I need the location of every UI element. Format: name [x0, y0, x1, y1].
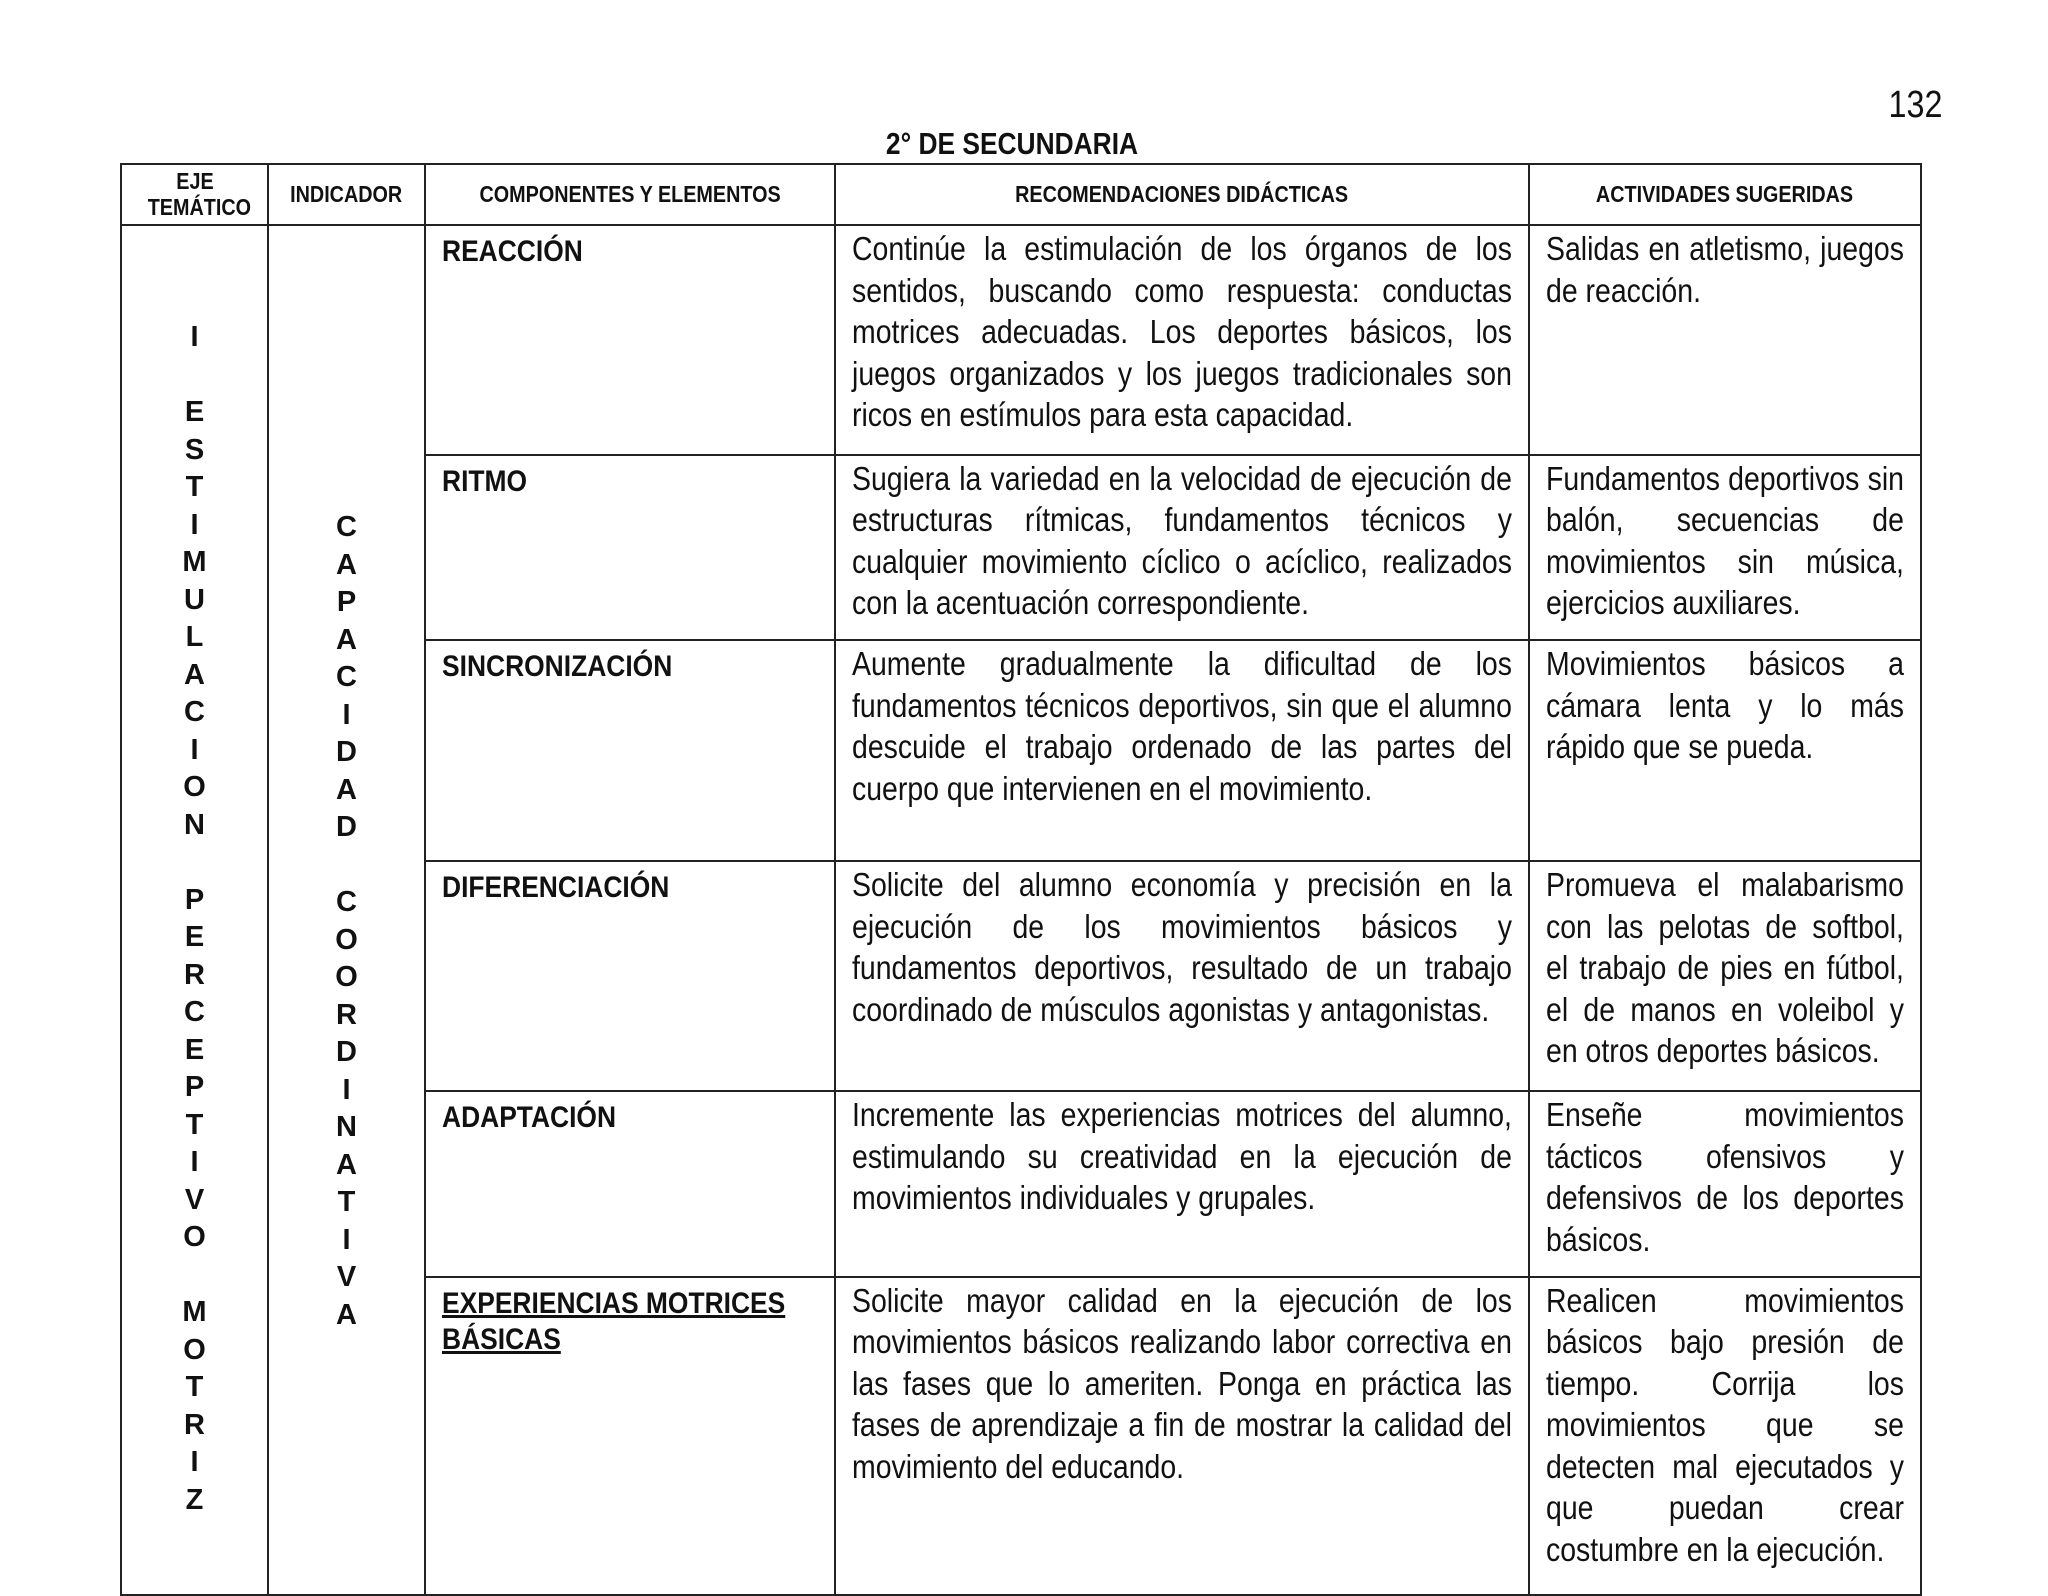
header-componentes: COMPONENTES Y ELEMENTOS: [425, 164, 835, 225]
actividad-text: Realicen movimientos básicos bajo presión de tiempo. Corrija los movimientos que se detecten mal ejecutados y que puedan crear costumbre en la ejecución.: [1546, 1281, 1904, 1568]
vertical-letter: A: [184, 658, 205, 691]
vertical-letter: [122, 844, 267, 882]
vertical-letter: T: [185, 1108, 204, 1141]
vertical-letter: C: [184, 996, 205, 1028]
actividad-cell: [1529, 861, 1921, 1091]
actividad-cell: [1529, 225, 1921, 455]
vertical-letter: M: [182, 1296, 207, 1328]
vertical-letter: P: [184, 1071, 205, 1103]
vertical-letter: R: [184, 1408, 205, 1441]
header-indicador: INDICADOR: [268, 164, 425, 225]
curriculum-table: [120, 163, 1922, 1596]
actividad-cell: [1529, 640, 1921, 861]
componente-cell: [425, 455, 835, 641]
table-header-row: [121, 164, 1921, 225]
vertical-letter: A: [336, 1148, 357, 1181]
vertical-letter: I: [190, 321, 199, 353]
indicador-cell: [268, 225, 425, 1595]
page-number: 132: [1888, 84, 1942, 126]
vertical-letter: I: [342, 1073, 351, 1106]
vertical-letter: P: [184, 883, 205, 916]
vertical-letter: U: [184, 583, 205, 616]
recomendacion-cell: [835, 455, 1529, 641]
actividad-text: Promueva el malabarismo con las pelotas de softbol, el trabajo de pies en fútbol, el de manos en voleibol y en otros deportes básicos.: [1546, 866, 1904, 1070]
vertical-letter: T: [337, 1186, 356, 1218]
vertical-letter: D: [336, 736, 357, 768]
recomendacion-text: Solicite del alumno economía y precisión en la ejecución de los movimientos básicos y fundamentos deportivos, resultado de un trabajo coordinado de músculos agonistas y antagonistas.: [852, 866, 1512, 1028]
vertical-letter: I: [190, 1446, 199, 1478]
vertical-letter: [122, 1257, 267, 1295]
vertical-letter: C: [336, 511, 357, 543]
vertical-letter: O: [183, 1333, 206, 1366]
actividad-cell: [1529, 1277, 1921, 1595]
vertical-letter: A: [336, 623, 357, 656]
vertical-letter: S: [184, 433, 205, 466]
vertical-letter: I: [342, 1223, 351, 1256]
vertical-letter: C: [184, 696, 205, 728]
vertical-letter: L: [185, 621, 204, 653]
recomendacion-cell: [835, 225, 1529, 455]
recomendacion-text: Aumente gradualmente la dificultad de los fundamentos técnicos deportivos, sin que el alumno descuide el trabajo ordenado de las partes del cuerpo que intervienen en el movimiento.: [852, 645, 1512, 807]
vertical-letter: I: [190, 508, 199, 541]
vertical-letter: O: [183, 1221, 206, 1253]
vertical-letter: O: [335, 961, 358, 993]
recomendacion-text: Sugiera la variedad en la velocidad de ejecución de estructuras rítmicas, fundamentos técnicos y cualquier movimiento cíclico o acíclico, realizados con la acentuación correspondiente.: [852, 459, 1512, 622]
vertical-letter: I: [342, 698, 351, 731]
recomendacion-text: Incremente las experiencias motrices del alumno, estimulando su creatividad en la ejecución de movimientos individuales y grupales.: [852, 1096, 1512, 1217]
vertical-letter: D: [336, 811, 357, 843]
vertical-letter: I: [190, 733, 199, 766]
vertical-letter: T: [185, 471, 204, 503]
header-recomendaciones: RECOMENDACIONES DIDÁCTICAS: [835, 164, 1529, 225]
vertical-letter: A: [336, 1298, 357, 1331]
componente-cell: [425, 225, 835, 455]
vertical-letter: N: [336, 1111, 357, 1143]
actividad-text: Salidas en atletismo, juegos de reacción.: [1546, 230, 1904, 309]
vertical-letter: P: [336, 586, 357, 618]
vertical-letter: V: [336, 1261, 357, 1293]
actividad-cell: [1529, 1091, 1921, 1277]
vertical-letter: N: [184, 808, 205, 841]
vertical-letter: E: [184, 921, 205, 953]
eje-tematico-vertical-text: [122, 319, 267, 1519]
recomendacion-cell: [835, 1091, 1529, 1277]
vertical-letter: A: [336, 773, 357, 806]
actividad-text: Movimientos básicos a cámara lenta y lo más rápido que se pueda.: [1546, 645, 1904, 766]
vertical-letter: V: [184, 1183, 205, 1216]
actividad-cell: [1529, 455, 1921, 641]
recomendacion-text: Continúe la estimulación de los órganos de los sentidos, buscando como respuesta: conductas motrices adecuadas. Los deportes básicos, los juegos organizados y los juegos tradicionales son ricos en estímulos para esta capacidad.: [852, 230, 1512, 433]
actividad-text: Fundamentos deportivos sin balón, secuencias de movimientos sin música, ejercicios auxiliares.: [1546, 459, 1904, 622]
componente-label: REACCIÓN: [442, 235, 583, 268]
recomendacion-text: Solicite mayor calidad en la ejecución de los movimientos básicos realizando labor correctiva en las fases que lo ameriten. Ponga en práctica las fases de aprendizaje a fin de mostrar la calidad del movimiento del educando.: [852, 1281, 1512, 1485]
vertical-letter: R: [184, 958, 205, 991]
table-row: [121, 225, 1921, 455]
componente-cell: [425, 1277, 835, 1595]
recomendacion-cell: [835, 861, 1529, 1091]
vertical-letter: O: [183, 771, 206, 803]
vertical-letter: [122, 357, 267, 395]
vertical-letter: E: [184, 396, 205, 428]
vertical-letter: C: [336, 886, 357, 918]
vertical-letter: C: [336, 661, 357, 693]
componente-label: EXPERIENCIAS MOTRICES: [442, 1286, 786, 1320]
componente-label: RITMO: [442, 464, 528, 498]
componente-label: BÁSICAS: [442, 1322, 561, 1356]
componente-cell: [425, 861, 835, 1091]
page-title: 2° DE SECUNDARIA: [885, 126, 1139, 161]
vertical-letter: I: [190, 1146, 199, 1178]
recomendacion-cell: [835, 1277, 1529, 1595]
componente-cell: [425, 1091, 835, 1277]
vertical-letter: D: [336, 1036, 357, 1068]
vertical-letter: E: [184, 1033, 205, 1066]
vertical-letter: T: [185, 1371, 204, 1403]
vertical-letter: A: [336, 548, 357, 581]
header-actividades: ACTIVIDADES SUGERIDAS: [1529, 164, 1921, 225]
eje-tematico-cell: [121, 225, 268, 1595]
vertical-letter: [269, 847, 424, 885]
componente-label: SINCRONIZACIÓN: [442, 650, 673, 684]
indicador-vertical-text: [269, 509, 424, 1334]
vertical-letter: R: [336, 998, 357, 1031]
componente-label: DIFERENCIACIÓN: [442, 871, 670, 905]
actividad-text: Enseñe movimientos tácticos ofensivos y defensivos de los deportes básicos.: [1546, 1096, 1904, 1258]
vertical-letter: O: [335, 923, 358, 956]
vertical-letter: Z: [185, 1483, 204, 1516]
recomendacion-cell: [835, 640, 1529, 861]
componente-cell: [425, 640, 835, 861]
header-eje-tematico: EJE TEMÁTICO: [121, 164, 268, 225]
componente-label: ADAPTACIÓN: [442, 1101, 617, 1135]
vertical-letter: M: [182, 546, 207, 578]
